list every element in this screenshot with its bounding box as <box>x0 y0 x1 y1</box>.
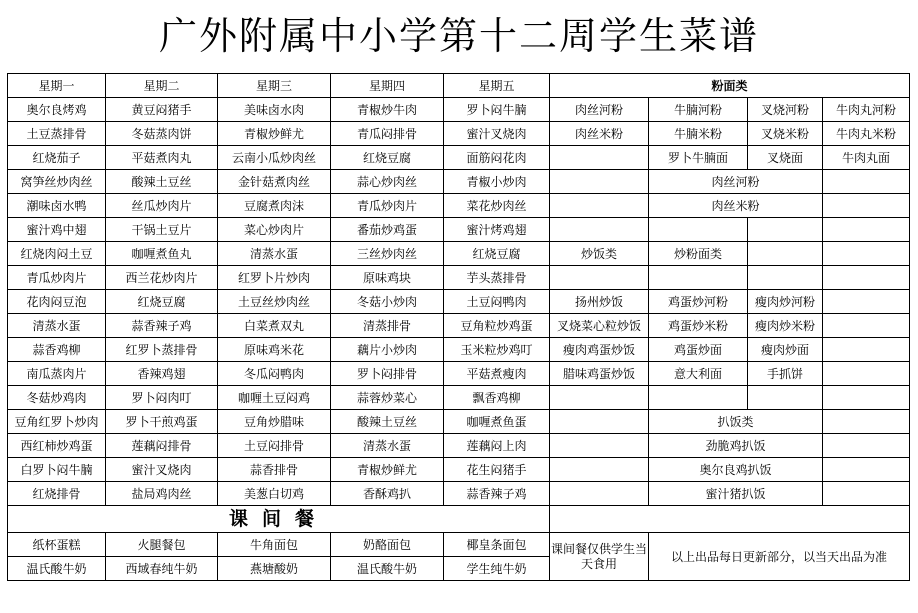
dish-cell: 番茄炒鸡蛋 <box>331 218 444 242</box>
table-row <box>8 74 910 98</box>
empty-cell <box>550 458 649 482</box>
noodle-cell: 肉丝河粉 <box>649 170 823 194</box>
empty-cell <box>550 194 649 218</box>
fried-cell: 瘦肉炒米粉 <box>748 314 823 338</box>
dish-cell: 飘香鸡柳 <box>444 386 550 410</box>
chop-rice-header: 扒饭类 <box>649 410 823 434</box>
empty-cell <box>550 170 649 194</box>
fried-cell: 腊味鸡蛋炒饭 <box>550 362 649 386</box>
day-header: 星期二 <box>106 74 218 98</box>
empty-cell <box>550 506 910 533</box>
dish-cell: 潮味卤水鸭 <box>8 194 106 218</box>
table-row <box>8 410 910 434</box>
dish-cell: 白菜煮双丸 <box>218 314 331 338</box>
table-row <box>8 434 910 458</box>
empty-cell <box>823 314 910 338</box>
dish-cell: 花生闷猪手 <box>444 458 550 482</box>
empty-cell <box>823 170 910 194</box>
fried-cell: 扬州炒饭 <box>550 290 649 314</box>
dish-cell: 藕片小炒肉 <box>331 338 444 362</box>
noodle-cell: 罗卜牛腩面 <box>649 146 748 170</box>
dish-cell: 冬菇炒鸡肉 <box>8 386 106 410</box>
snack-item: 火腿餐包 <box>106 533 218 557</box>
table-row <box>8 482 910 506</box>
dish-cell: 蒜香鸡柳 <box>8 338 106 362</box>
fried-cell: 鸡蛋炒米粉 <box>649 314 748 338</box>
dish-cell: 红罗卜蒸排骨 <box>106 338 218 362</box>
noodle-cell: 叉烧河粉 <box>748 98 823 122</box>
noodle-cell: 牛肉丸米粉 <box>823 122 910 146</box>
empty-cell <box>823 434 910 458</box>
dish-cell: 窝笋丝炒肉丝 <box>8 170 106 194</box>
table-row <box>8 242 910 266</box>
empty-cell <box>823 242 910 266</box>
noodle-cell: 肉丝河粉 <box>550 98 649 122</box>
dish-cell: 蒜香辣子鸡 <box>444 482 550 506</box>
table-row <box>8 506 910 533</box>
table-row <box>8 194 910 218</box>
dish-cell: 酸辣土豆丝 <box>106 170 218 194</box>
empty-cell <box>823 338 910 362</box>
dish-cell: 青瓜闷排骨 <box>331 122 444 146</box>
dish-cell: 红烧豆腐 <box>106 290 218 314</box>
menu-table <box>7 73 910 581</box>
noodle-cell: 叉烧米粉 <box>748 122 823 146</box>
dish-cell: 干锅土豆片 <box>106 218 218 242</box>
table-row <box>8 458 910 482</box>
snack-item: 牛角面包 <box>218 533 331 557</box>
dish-cell: 菜花炒肉丝 <box>444 194 550 218</box>
dish-cell: 蒜香排骨 <box>218 458 331 482</box>
dish-cell: 罗卜闷排骨 <box>331 362 444 386</box>
dish-cell: 咖喱土豆闷鸡 <box>218 386 331 410</box>
dish-cell: 青椒炒鲜尤 <box>218 122 331 146</box>
empty-cell <box>823 218 910 242</box>
dish-cell: 红烧豆腐 <box>331 146 444 170</box>
fried-cell: 叉烧菜心粒炒饭 <box>550 314 649 338</box>
snack-title: 课间餐 <box>8 506 550 533</box>
dish-cell: 莲藕闷上肉 <box>444 434 550 458</box>
table-row <box>8 290 910 314</box>
empty-cell <box>649 266 748 290</box>
snack-item: 纸杯蛋糕 <box>8 533 106 557</box>
snack-item: 西域春纯牛奶 <box>106 557 218 581</box>
dish-cell: 冬菇小炒肉 <box>331 290 444 314</box>
dish-cell: 青瓜炒肉片 <box>331 194 444 218</box>
empty-cell <box>823 410 910 434</box>
dish-cell: 青瓜炒肉片 <box>8 266 106 290</box>
table-row <box>8 98 910 122</box>
dish-cell: 香酥鸡扒 <box>331 482 444 506</box>
empty-cell <box>823 458 910 482</box>
fried-rice-header: 炒饭类 <box>550 242 649 266</box>
dish-cell: 蜜汁烤鸡翅 <box>444 218 550 242</box>
empty-cell <box>748 242 823 266</box>
dish-cell: 豆角粒炒鸡蛋 <box>444 314 550 338</box>
dish-cell: 豆角红罗卜炒肉 <box>8 410 106 434</box>
dish-cell: 酸辣土豆丝 <box>331 410 444 434</box>
fried-cell: 瘦肉炒面 <box>748 338 823 362</box>
snack-item: 椰皇条面包 <box>444 533 550 557</box>
empty-cell <box>550 410 649 434</box>
empty-cell <box>748 266 823 290</box>
fried-cell: 瘦肉鸡蛋炒饭 <box>550 338 649 362</box>
dish-cell: 红烧肉闷土豆 <box>8 242 106 266</box>
dish-cell: 莲藕闷排骨 <box>106 434 218 458</box>
dish-cell: 香辣鸡翅 <box>106 362 218 386</box>
dish-cell: 土豆闷排骨 <box>218 434 331 458</box>
snack-item: 温氏酸牛奶 <box>331 557 444 581</box>
noodle-cell: 叉烧面 <box>748 146 823 170</box>
noodle-header: 粉面类 <box>550 74 910 98</box>
noodle-cell: 牛肉丸河粉 <box>823 98 910 122</box>
empty-cell <box>823 482 910 506</box>
dish-cell: 蜜汁鸡中翅 <box>8 218 106 242</box>
noodle-cell: 牛腩河粉 <box>649 98 748 122</box>
empty-cell <box>649 386 748 410</box>
dish-cell: 咖喱煮鱼蛋 <box>444 410 550 434</box>
day-header: 星期四 <box>331 74 444 98</box>
dish-cell: 西兰花炒肉片 <box>106 266 218 290</box>
noodle-cell: 肉丝米粉 <box>649 194 823 218</box>
dish-cell: 三丝炒肉丝 <box>331 242 444 266</box>
dish-cell: 蒜心炒肉丝 <box>331 170 444 194</box>
dish-cell: 玉米粒炒鸡叮 <box>444 338 550 362</box>
dish-cell: 白罗卜闷牛腩 <box>8 458 106 482</box>
dish-cell: 土豆闷鸭肉 <box>444 290 550 314</box>
table-row <box>8 266 910 290</box>
snack-item: 温氏酸牛奶 <box>8 557 106 581</box>
dish-cell: 土豆蒸排骨 <box>8 122 106 146</box>
day-header: 星期三 <box>218 74 331 98</box>
chop-rice-cell: 蜜汁猪扒饭 <box>649 482 823 506</box>
dish-cell: 西红柿炒鸡蛋 <box>8 434 106 458</box>
dish-cell: 菜心炒肉片 <box>218 218 331 242</box>
dish-cell: 盐局鸡肉丝 <box>106 482 218 506</box>
empty-cell <box>550 266 649 290</box>
empty-cell <box>823 290 910 314</box>
snack-item: 燕塘酸奶 <box>218 557 331 581</box>
empty-cell <box>823 266 910 290</box>
dish-cell: 蒜蓉炒菜心 <box>331 386 444 410</box>
dish-cell: 南瓜蒸肉片 <box>8 362 106 386</box>
fried-cell: 意大利面 <box>649 362 748 386</box>
dish-cell: 美味卤水肉 <box>218 98 331 122</box>
table-row <box>8 362 910 386</box>
dish-cell: 豆腐煮肉沫 <box>218 194 331 218</box>
dish-cell: 云南小瓜炒肉丝 <box>218 146 331 170</box>
fried-cell: 鸡蛋炒面 <box>649 338 748 362</box>
dish-cell: 清蒸水蛋 <box>218 242 331 266</box>
dish-cell: 原味鸡块 <box>331 266 444 290</box>
day-header: 星期五 <box>444 74 550 98</box>
dish-cell: 土豆丝炒肉丝 <box>218 290 331 314</box>
dish-cell: 丝瓜炒肉片 <box>106 194 218 218</box>
dish-cell: 青椒炒牛肉 <box>331 98 444 122</box>
fried-cell: 鸡蛋炒河粉 <box>649 290 748 314</box>
dish-cell: 罗卜闷牛腩 <box>444 98 550 122</box>
dish-cell: 红烧豆腐 <box>444 242 550 266</box>
empty-cell <box>550 146 649 170</box>
empty-cell <box>748 218 823 242</box>
dish-cell: 美葱白切鸡 <box>218 482 331 506</box>
fried-cell: 手抓饼 <box>748 362 823 386</box>
fried-cell: 瘦肉炒河粉 <box>748 290 823 314</box>
dish-cell: 豆角炒腊味 <box>218 410 331 434</box>
noodle-cell: 牛腩米粉 <box>649 122 748 146</box>
dish-cell: 罗卜干煎鸡蛋 <box>106 410 218 434</box>
empty-cell <box>550 434 649 458</box>
table-row <box>8 386 910 410</box>
table-row <box>8 170 910 194</box>
dish-cell: 红罗卜片炒肉 <box>218 266 331 290</box>
dish-cell: 平菇煮肉丸 <box>106 146 218 170</box>
dish-cell: 蒜香辣子鸡 <box>106 314 218 338</box>
dish-cell: 原味鸡米花 <box>218 338 331 362</box>
fried-noodle-header: 炒粉面类 <box>649 242 748 266</box>
table-row <box>8 122 910 146</box>
dish-cell: 奥尔良烤鸡 <box>8 98 106 122</box>
empty-cell <box>649 218 748 242</box>
table-row <box>8 218 910 242</box>
footer-note: 以上出品每日更新部分，以当天出品为准 <box>649 533 910 581</box>
dish-cell: 蜜汁叉烧肉 <box>106 458 218 482</box>
dish-cell: 芋头蒸排骨 <box>444 266 550 290</box>
dish-cell: 红烧茄子 <box>8 146 106 170</box>
dish-cell: 青椒炒鲜尤 <box>331 458 444 482</box>
dish-cell: 清蒸排骨 <box>331 314 444 338</box>
dish-cell: 清蒸水蛋 <box>331 434 444 458</box>
table-row <box>8 533 910 557</box>
empty-cell <box>823 362 910 386</box>
dish-cell: 冬菇蒸肉饼 <box>106 122 218 146</box>
chop-rice-cell: 奥尔良鸡扒饭 <box>649 458 823 482</box>
snack-item: 学生纯牛奶 <box>444 557 550 581</box>
noodle-cell: 肉丝米粉 <box>550 122 649 146</box>
snack-note: 课间餐仅供学生当天食用 <box>550 533 649 581</box>
empty-cell <box>550 386 649 410</box>
table-row <box>8 314 910 338</box>
dish-cell: 蜜汁叉烧肉 <box>444 122 550 146</box>
dish-cell: 红烧排骨 <box>8 482 106 506</box>
dish-cell: 金针菇煮肉丝 <box>218 170 331 194</box>
day-header: 星期一 <box>8 74 106 98</box>
dish-cell: 青椒小炒肉 <box>444 170 550 194</box>
dish-cell: 面筋闷花肉 <box>444 146 550 170</box>
table-row <box>8 146 910 170</box>
empty-cell <box>823 194 910 218</box>
empty-cell <box>550 218 649 242</box>
empty-cell <box>748 386 823 410</box>
dish-cell: 冬瓜闷鸭肉 <box>218 362 331 386</box>
dish-cell: 黄豆闷猪手 <box>106 98 218 122</box>
page-title: 广外附属中小学第十二周学生菜谱 <box>158 14 759 58</box>
dish-cell: 咖喱煮鱼丸 <box>106 242 218 266</box>
empty-cell <box>550 482 649 506</box>
noodle-cell: 牛肉丸面 <box>823 146 910 170</box>
dish-cell: 平菇煮瘦肉 <box>444 362 550 386</box>
dish-cell: 罗卜闷肉叮 <box>106 386 218 410</box>
dish-cell: 清蒸水蛋 <box>8 314 106 338</box>
chop-rice-cell: 劲脆鸡扒饭 <box>649 434 823 458</box>
snack-item: 奶酪面包 <box>331 533 444 557</box>
empty-cell <box>823 386 910 410</box>
dish-cell: 花肉闷豆泡 <box>8 290 106 314</box>
table-row <box>8 338 910 362</box>
